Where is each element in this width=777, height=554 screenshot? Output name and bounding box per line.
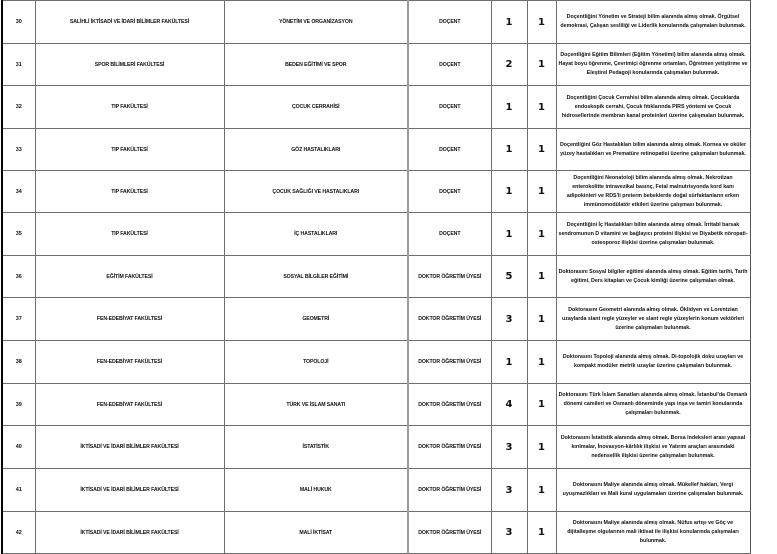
position-title: DOÇENT (408, 171, 491, 213)
table-row (2, 341, 750, 384)
department-name: TÜRK VE İSLAM SANATI (224, 384, 408, 426)
row-number: 36 (2, 256, 35, 298)
faculty-name: SALİHLİ İKTİSADİ VE İDARİ BİLİMLER FAKÜLTESİ (35, 1, 224, 44)
position-quota: 1 (527, 341, 556, 384)
position-title: DOKTOR ÖĞRETİM ÜYESİ (408, 512, 491, 554)
position-quota: 1 (527, 469, 556, 512)
department-name: İÇ HASTALIKLARI (224, 213, 408, 256)
position-requirement: Doktorasını Maliye alanında almış olmak. Mükellef hakları, Vergi uyuşmazlıkları ve Mali kural uygulamaları üzerine çalışmaları bulunmak. (556, 469, 750, 512)
position-count: 4 (491, 384, 527, 426)
position-quota: 1 (527, 1, 556, 44)
row-number: 40 (2, 426, 35, 469)
faculty-name: SPOR BİLİMLERİ FAKÜLTESİ (35, 44, 224, 86)
table-row (2, 426, 750, 469)
position-requirement: Doktorasını İstatistik alanında almış olmak. Borsa indeksleri arası yapısal kırılmalar, İnovasyon-kârlılık ilişkisi ve Yatırım araçları arasındaki nedensellik ilişkisi üzerine çalışmaları bulunmak. (556, 426, 750, 469)
position-title: DOÇENT (408, 86, 491, 129)
faculty-name: İKTİSADİ VE İDARİ BİLİMLER FAKÜLTESİ (35, 426, 224, 469)
faculty-name: İKTİSADİ VE İDARİ BİLİMLER FAKÜLTESİ (35, 469, 224, 512)
position-title: DOÇENT (408, 213, 491, 256)
faculty-name: TIP FAKÜLTESİ (35, 171, 224, 213)
position-requirement: Doçentliğini İç Hastalıkları bilim alanında almış olmak. İrritabl barsak sendromunun D vitamini ve bağlayıcı proteini ilişkisi ve Diyabetik nöropati-osteoporoz ilişkisi üzerine çalışmaları bulunmak. (556, 213, 750, 256)
department-name: GÖZ HASTALIKLARI (224, 129, 408, 171)
row-number: 32 (2, 86, 35, 129)
table-row (2, 298, 750, 341)
row-number: 31 (2, 44, 35, 86)
position-title: DOÇENT (408, 129, 491, 171)
row-number: 33 (2, 129, 35, 171)
row-number: 41 (2, 469, 35, 512)
department-name: İSTATİSTİK (224, 426, 408, 469)
department-name: YÖNETİM VE ORGANİZASYON (224, 1, 408, 44)
department-name: ÇOCUK CERRAHİSİ (224, 86, 408, 129)
position-count: 1 (491, 86, 527, 129)
table-row (2, 1, 750, 44)
faculty-name: EĞİTİM FAKÜLTESİ (35, 256, 224, 298)
faculty-name: FEN-EDEBİYAT FAKÜLTESİ (35, 384, 224, 426)
table-row (2, 44, 750, 86)
faculty-name: TIP FAKÜLTESİ (35, 129, 224, 171)
position-requirement: Doçentliğini Yönetim ve Strateji bilim alanında almış olmak. Örgütsel demokrasi, Çalışan sesliliği ve Liderlik konularında çalışmaları bulunmak. (556, 1, 750, 44)
position-count: 3 (491, 298, 527, 341)
position-quota: 1 (527, 171, 556, 213)
faculty-name: FEN-EDEBİYAT FAKÜLTESİ (35, 341, 224, 384)
position-quota: 1 (527, 512, 556, 554)
position-count: 1 (491, 341, 527, 384)
position-count: 1 (491, 213, 527, 256)
position-quota: 1 (527, 256, 556, 298)
faculty-name: FEN-EDEBİYAT FAKÜLTESİ (35, 298, 224, 341)
table-body (2, 1, 750, 554)
row-number: 35 (2, 213, 35, 256)
position-title: DOKTOR ÖĞRETİM ÜYESİ (408, 384, 491, 426)
position-quota: 1 (527, 384, 556, 426)
position-count: 3 (491, 469, 527, 512)
position-count: 2 (491, 44, 527, 86)
position-requirement: Doktorasını Topoloji alanında almış olmak. Di-topolojik doku uzayları ve kompakt modüler metrik uzaylar üzerine çalışmaları bulunmak. (556, 341, 750, 384)
position-requirement: Doktorasını Türk İslam Sanatları alanında almış olmak. İstanbul'da Osmanlı dönemi camileri ve Osmanlı döneminde yapı inşa ve tamiri konularında çalışmaları bulunmak. (556, 384, 750, 426)
faculty-name: TIP FAKÜLTESİ (35, 213, 224, 256)
row-number: 42 (2, 512, 35, 554)
table-row (2, 86, 750, 129)
row-number: 38 (2, 341, 35, 384)
row-number: 30 (2, 1, 35, 44)
department-name: BEDEN EĞİTİMİ VE SPOR (224, 44, 408, 86)
position-count: 1 (491, 129, 527, 171)
position-quota: 1 (527, 298, 556, 341)
table-row (2, 469, 750, 512)
table-row (2, 256, 750, 298)
faculty-name: İKTİSADİ VE İDARİ BİLİMLER FAKÜLTESİ (35, 512, 224, 554)
position-requirement: Doçentliğini Çocuk Cerrahisi bilim alanında almış olmak. Çocuklarda endoskopik cerrahi, Çocuk fıtıklarında PIRS yöntemi ve Çocuk hidrosellerinde membran kanal proteinleri üzerine çalışmaları bulunmak. (556, 86, 750, 129)
row-number: 34 (2, 171, 35, 213)
row-number: 37 (2, 298, 35, 341)
position-requirement: Doçentliğini Eğitim Bilimleri (Eğitim Yönetimi) bilim alanında almış olmak. Hayat boyu öğrenme, Çevrimiçi öğrenme ortamları, Öğretmen yetiştirme ve Eleştirel Pedagoji konularında çalışmaları bulunmak. (556, 44, 750, 86)
department-name: ÇOCUK SAĞLIĞI VE HASTALIKLARI (224, 171, 408, 213)
table-row (2, 384, 750, 426)
position-count: 1 (491, 1, 527, 44)
position-title: DOKTOR ÖĞRETİM ÜYESİ (408, 426, 491, 469)
position-count: 1 (491, 171, 527, 213)
department-name: GEOMETRİ (224, 298, 408, 341)
position-quota: 1 (527, 129, 556, 171)
table-row (2, 171, 750, 213)
position-requirement: Doktorasını Sosyal bilgiler eğitimi alanında almış olmak. Eğitim tarihi, Tarih eğitimi, Ders kitapları ve Çocuk kimliği üzerine çalışmaları olmak. (556, 256, 750, 298)
table-row (2, 213, 750, 256)
academic-positions-table (1, 0, 751, 554)
faculty-name: TIP FAKÜLTESİ (35, 86, 224, 129)
department-name: MALİ İKTİSAT (224, 512, 408, 554)
position-quota: 1 (527, 86, 556, 129)
position-requirement: Doçentliğini Göz Hastalıkları bilim alanında almış olmak. Kornea ve oküler yüzey hastalıkları ve Prematüre retinopatisi üzerine çalışmaları bulunmak. (556, 129, 750, 171)
position-count: 3 (491, 512, 527, 554)
position-requirement: Doçentliğini Neonatoloji bilim alanında almış olmak. Nekrotizan enterokolitte intravezikal basınç, Fetal malnutrisyonda kord kanı adipokinleri ve RDS'li preterm bebeklerde doğal sürfaktanların erken immünomodülatör etkileri üzerine çalışması bulunmak. (556, 171, 750, 213)
position-quota: 1 (527, 426, 556, 469)
position-requirement: Doktorasını Maliye alanında almış olmak. Nüfus artışı ve Göç ve dijitalleşme olgularının mali iktisat ile ilişkisi konularında çalışmaları bulunmak. (556, 512, 750, 554)
position-title: DOKTOR ÖĞRETİM ÜYESİ (408, 256, 491, 298)
position-quota: 1 (527, 44, 556, 86)
row-number: 39 (2, 384, 35, 426)
department-name: MALİ HUKUK (224, 469, 408, 512)
position-title: DOÇENT (408, 1, 491, 44)
department-name: TOPOLOJİ (224, 341, 408, 384)
department-name: SOSYAL BİLGİLER EĞİTİMİ (224, 256, 408, 298)
position-quota: 1 (527, 213, 556, 256)
position-title: DOÇENT (408, 44, 491, 86)
table-row (2, 512, 750, 554)
table-row (2, 129, 750, 171)
position-requirement: Doktorasını Geometri alanında almış olmak. Öklidyen ve Lorentzian uzaylarda slant regle yüzeyler ve slant regle yüzeylerin konum vektörleri üzerine çalışmaları bulunmak. (556, 298, 750, 341)
position-count: 3 (491, 426, 527, 469)
position-title: DOKTOR ÖĞRETİM ÜYESİ (408, 298, 491, 341)
position-title: DOKTOR ÖĞRETİM ÜYESİ (408, 341, 491, 384)
position-count: 5 (491, 256, 527, 298)
position-title: DOKTOR ÖĞRETİM ÜYESİ (408, 469, 491, 512)
